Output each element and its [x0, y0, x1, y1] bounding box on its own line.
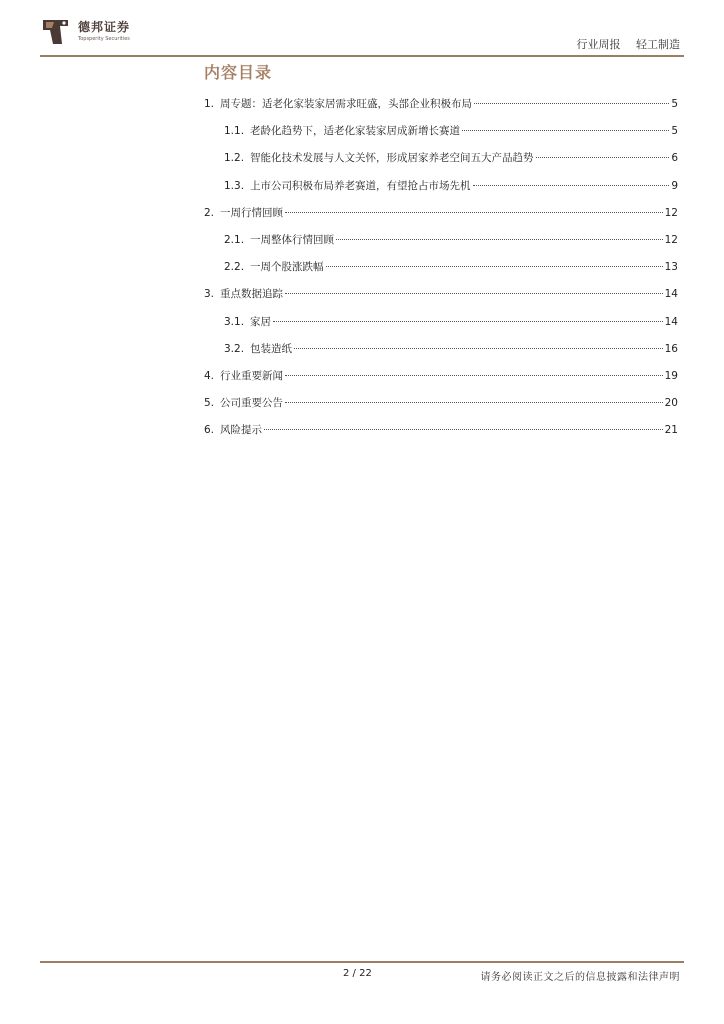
toc-entry-page: 19 [664, 370, 678, 382]
toc-title: 内容目录 [204, 63, 273, 82]
company-logo [40, 14, 160, 48]
toc-leader-dots [264, 429, 663, 430]
toc-leader-dots [474, 103, 669, 104]
toc-entry-text: 家居 [250, 315, 272, 328]
toc-entry-text: 一周行情回顾 [220, 206, 284, 219]
toc-entry-page: 16 [664, 342, 678, 355]
toc-entry-text: 老龄化趋势下，适老化家装家居成新增长赛道 [250, 125, 461, 138]
toc-entry-text: 行业重要新闻 [220, 370, 284, 382]
header-divider [40, 55, 684, 57]
toc-entry-section[interactable] [204, 205, 678, 223]
toc-entry-page: 14 [664, 288, 678, 301]
toc-entry-text: 包装造纸 [250, 342, 293, 355]
toc-entry-page: 5 [671, 125, 678, 138]
toc-entry-text: 公司重要公告 [220, 397, 284, 410]
toc-entry-text: 一周个股涨跌幅 [250, 261, 324, 274]
toc-entry-number: 3.2. [224, 342, 245, 355]
toc-entry-number: 1.3. [224, 179, 245, 192]
toc-entry-number: 4. [204, 370, 215, 382]
report-header [565, 36, 681, 52]
toc-entry-page: 12 [664, 206, 678, 219]
toc-entry-section[interactable] [204, 422, 678, 440]
toc-entry-subsection[interactable] [204, 341, 678, 359]
disclaimer-text: 请务必阅读正文之后的信息披露和法律声明 [480, 972, 680, 983]
toc-entry-number: 1.1. [224, 125, 245, 138]
toc-entry-page: 13 [664, 261, 678, 274]
toc-entry-subsection[interactable] [204, 314, 678, 332]
brand-name: 德邦证券 [78, 20, 131, 34]
footer-divider [40, 961, 684, 963]
toc-entry-text: 智能化技术发展与人文关怀，形成居家养老空间五大产品趋势 [250, 152, 534, 165]
toc-entry-subsection[interactable] [204, 123, 678, 141]
toc-entry-section[interactable] [204, 286, 678, 304]
toc-entry-subsection[interactable] [204, 150, 678, 168]
toc-entry-page: 12 [664, 234, 678, 246]
toc-entry-number: 2.2. [224, 261, 245, 274]
toc-leader-dots [462, 130, 669, 131]
toc-entry-number: 2. [204, 206, 215, 219]
brand-name-en: Topsperity Securities [78, 36, 130, 42]
toc-entry-section[interactable] [204, 368, 678, 386]
toc-entry-text: 重点数据追踪 [220, 288, 284, 301]
toc-entry-page: 6 [671, 152, 678, 165]
toc-entry-subsection[interactable] [204, 259, 678, 277]
toc-entry-number: 5. [204, 397, 215, 410]
page-number: 2 / 22 [343, 968, 372, 979]
toc-entry-number: 3.1. [224, 315, 245, 328]
toc-entry-number: 1.2. [224, 152, 245, 165]
toc-leader-dots [285, 212, 663, 213]
toc-entry-text: 上市公司积极布局养老赛道，有望抢占市场先机 [250, 179, 471, 192]
toc-entry-subsection[interactable] [204, 232, 678, 250]
toc-leader-dots [536, 157, 670, 158]
toc-entry-page: 21 [664, 424, 678, 437]
report-type: 行业周报 [576, 38, 621, 51]
toc-entry-section[interactable] [204, 395, 678, 413]
toc-leader-dots [285, 402, 663, 403]
toc-leader-dots [273, 321, 663, 322]
toc-entry-page: 20 [664, 397, 678, 410]
toc-leader-dots [336, 239, 663, 240]
toc-leader-dots [285, 293, 663, 294]
toc-leader-dots [473, 185, 670, 186]
toc-entry-number: 6. [204, 424, 215, 437]
toc-entry-page: 14 [664, 315, 678, 328]
toc-entry-page: 5 [671, 98, 678, 110]
toc-entry-number: 1. [204, 98, 215, 110]
toc-entry-subsection[interactable] [204, 178, 678, 196]
toc-entry-number: 2.1. [224, 234, 245, 246]
toc-entry-text: 风险提示 [220, 424, 263, 437]
toc-entry-number: 3. [204, 288, 215, 301]
toc-leader-dots [326, 266, 663, 267]
industry-name: 轻工制造 [636, 38, 680, 51]
toc-entry-text: 周专题：适老化家装家居需求旺盛，头部企业积极布局 [220, 98, 473, 110]
toc-leader-dots [285, 375, 663, 376]
toc-leader-dots [294, 348, 663, 349]
logo-mark-icon [40, 16, 72, 48]
toc-entry-text: 一周整体行情回顾 [250, 234, 335, 246]
toc-entry-section[interactable] [204, 96, 678, 114]
toc-entry-page: 9 [671, 179, 678, 192]
